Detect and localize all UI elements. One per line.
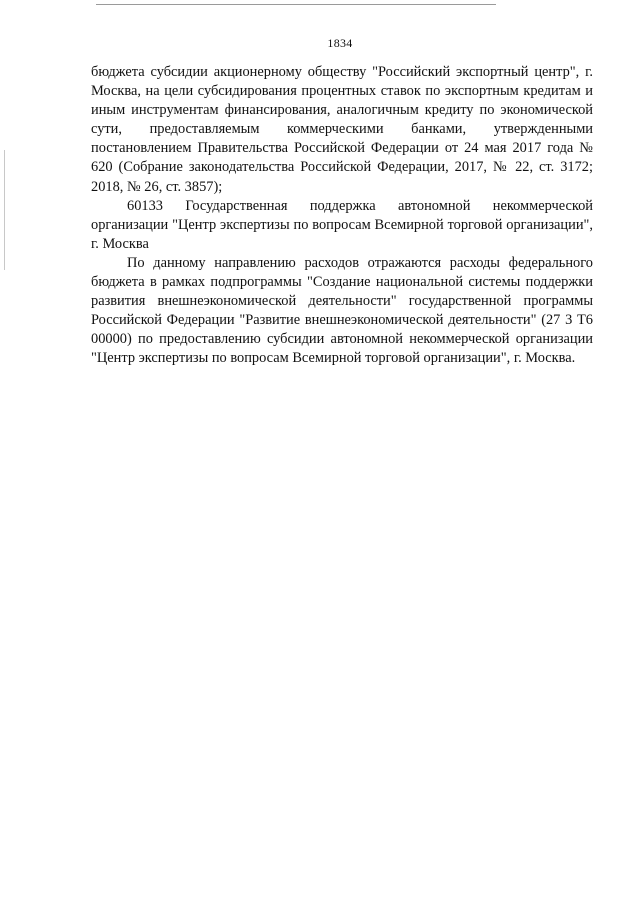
paragraph-subsidy-export-center: бюджета субсидии акционерному обществу "Российский экспортный центр", г. Москва, на цели субсидирования процентных ставок по экспортным кредитам и иным инструментам финансирования, аналогичным кредиту по экономической сути, предоставляемым коммерческими банками, утвержденными постановлением Правительства Российской Федерации от 24 мая 2017 года № 620 (Собрание законодательства Российской Федерации, 2017, № 22, ст. 3172; 2018, № 26, ст. 3857); [91, 64, 593, 195]
document-body [91, 63, 593, 369]
page-number: 1834 [327, 36, 353, 50]
scan-left-edge-line [4, 150, 5, 270]
scan-top-edge-line [96, 4, 496, 5]
paragraph-code-60133-heading: 60133 Государственная поддержка автономной некоммерческой организации "Центр экспертизы по вопросам Всемирной торговой организации", г. Москва [91, 197, 593, 252]
paragraph-expense-description: По данному направлению расходов отражаются расходы федерального бюджета в рамках подпрограммы "Создание национальной системы поддержки развития внешнеэкономической деятельности" государственной программы Российской Федерации "Развитие внешнеэкономической деятельности" (27 3 Т6 00000) по предоставлению субсидии автономной некоммерческой организации "Центр экспертизы по вопросам Всемирной торговой организации", г. Москва. [91, 254, 593, 367]
